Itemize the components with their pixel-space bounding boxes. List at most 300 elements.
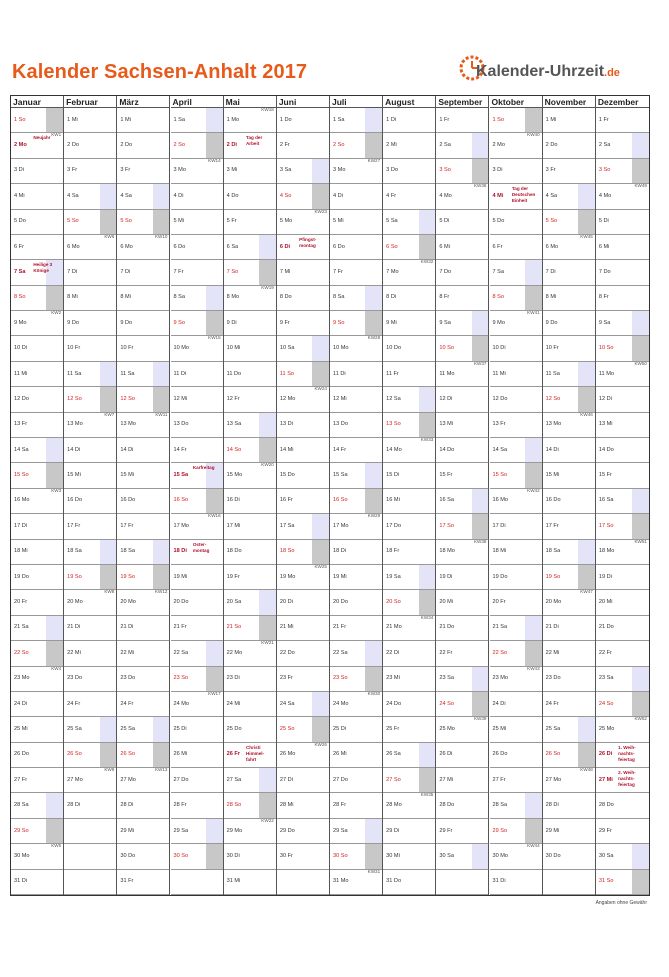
day-cell (117, 362, 169, 387)
day-cell (383, 362, 435, 387)
day-label: 17 Fr (120, 522, 134, 529)
day-cell (436, 514, 488, 539)
day-cell (490, 793, 542, 818)
day-cell (117, 616, 169, 641)
day-label: 20 Di (279, 599, 293, 606)
week-number: KW8 (104, 589, 115, 595)
day-cell (596, 387, 649, 412)
day-cell (596, 336, 649, 361)
day-label: 1 So (492, 116, 505, 123)
day-label: 18 Mo (439, 548, 455, 555)
day-label: 24 So (439, 700, 454, 707)
day-label: 28 Mo (386, 802, 402, 809)
day-label: 5 Fr (226, 218, 237, 225)
sunday-shade (259, 260, 276, 284)
day-label: 22 Fr (598, 649, 612, 656)
day-label: 23 Mi (386, 675, 400, 682)
day-label: 21 Sa (492, 624, 508, 631)
day-cell (11, 362, 63, 387)
day-label: 17 Fr (545, 522, 559, 529)
day-label: 10 Fr (67, 345, 81, 352)
week-number: KW11 (155, 411, 168, 417)
day-label: 31 Fr (120, 878, 134, 885)
day-label: 19 Di (439, 573, 453, 580)
day-label: 18 Sa (67, 548, 82, 555)
day-cell (330, 667, 382, 692)
sunday-shade (472, 514, 489, 538)
day-label: 22 Di (386, 649, 400, 656)
day-cell (64, 616, 116, 641)
day-cell (11, 641, 63, 666)
day-cell (436, 108, 488, 133)
day-cell (171, 565, 223, 590)
day-cell (383, 489, 435, 514)
day-label: 20 Sa (226, 599, 242, 606)
day-label: 25 Mi (14, 725, 28, 732)
day-label: 7 Sa (14, 269, 26, 275)
day-label: 12 Mi (333, 395, 347, 402)
day-label: 26 Fr (226, 751, 241, 758)
day-cell (171, 717, 223, 742)
day-label: 23 Sa (598, 675, 614, 682)
sunday-shade (419, 413, 436, 437)
day-cell (224, 286, 276, 311)
day-label: 28 Sa (492, 802, 508, 809)
day-cell (277, 793, 329, 818)
week-number: KW14 (208, 157, 221, 163)
day-cell (596, 210, 649, 235)
day-label: 28 Do (439, 802, 455, 809)
day-label: 20 Mo (67, 599, 83, 606)
week-number: KW35 (420, 792, 434, 798)
day-label: 9 Do (545, 319, 558, 326)
saturday-shade (472, 667, 489, 691)
day-cell (64, 540, 116, 565)
month-header: Februar (64, 96, 116, 108)
day-cell (117, 590, 169, 615)
day-label: 6 Mo (120, 243, 133, 250)
day-label: 30 So (173, 852, 189, 859)
day-label: 19 So (545, 573, 561, 580)
day-cell (490, 210, 542, 235)
day-label: 25 Fr (386, 725, 400, 732)
day-cell (543, 844, 595, 869)
month-column-3 (171, 96, 224, 895)
day-cell (596, 463, 649, 488)
day-cell (64, 235, 116, 260)
day-cell (596, 489, 649, 514)
day-cell (277, 286, 329, 311)
holiday-name: Tag der Deutschen Einheit (511, 186, 536, 204)
day-cell (117, 108, 169, 133)
day-cell (543, 387, 595, 412)
day-cell (490, 159, 542, 184)
day-cell (277, 717, 329, 742)
day-cell (596, 184, 649, 209)
week-number: KW12 (154, 589, 168, 595)
day-label: 3 Di (492, 167, 503, 174)
day-label: 21 Di (120, 624, 134, 631)
saturday-shade (525, 260, 542, 284)
sunday-shade (206, 667, 223, 691)
sunday-shade (365, 311, 382, 335)
day-label: 23 Sa (439, 675, 454, 682)
week-number: KW52 (634, 716, 647, 722)
day-cell (330, 819, 382, 844)
saturday-shade (46, 438, 63, 462)
day-cell (277, 260, 329, 285)
week-number: KW51 (634, 538, 647, 544)
day-label: 1 Fr (598, 116, 609, 123)
day-cell (330, 362, 382, 387)
day-cell (543, 489, 595, 514)
day-cell (224, 438, 276, 463)
day-label: 16 Fr (279, 497, 293, 504)
day-cell (490, 667, 542, 692)
day-label: 12 Do (492, 395, 508, 402)
day-cell (330, 413, 382, 438)
day-label: 7 Do (439, 269, 452, 275)
day-label: 27 Fr (492, 776, 506, 783)
day-cell (596, 438, 649, 463)
day-cell (596, 616, 649, 641)
day-cell (117, 413, 169, 438)
day-label: 23 Do (67, 675, 83, 682)
day-cell (277, 336, 329, 361)
site-logo[interactable] (458, 50, 648, 86)
day-label: 8 Fr (439, 294, 450, 301)
day-cell (277, 387, 329, 412)
day-cell (64, 387, 116, 412)
sunday-shade (46, 641, 63, 665)
day-label: 9 Sa (598, 319, 611, 326)
day-cell (224, 210, 276, 235)
day-label: 4 Sa (67, 192, 79, 199)
day-cell (543, 413, 595, 438)
day-cell (543, 540, 595, 565)
day-cell (11, 108, 63, 133)
day-label: 16 Mo (492, 497, 509, 504)
day-cell (277, 184, 329, 209)
day-cell (436, 133, 488, 158)
day-label: 24 So (598, 700, 614, 707)
day-cell (171, 210, 223, 235)
saturday-shade (578, 362, 595, 386)
day-cell (64, 311, 116, 336)
day-cell (64, 133, 116, 158)
day-label: 13 Mo (120, 421, 136, 428)
day-label: 29 Fr (598, 827, 612, 834)
week-number: KW5 (51, 843, 62, 849)
day-label: 6 Sa (226, 243, 239, 250)
day-cell (596, 590, 649, 615)
saturday-shade (632, 667, 649, 691)
empty-cell (64, 844, 116, 869)
empty-cell (277, 870, 329, 895)
day-label: 23 Mo (14, 675, 30, 682)
day-cell (596, 768, 649, 793)
day-label: 14 Di (120, 446, 134, 453)
day-cell (11, 819, 63, 844)
saturday-shade (365, 463, 382, 487)
day-label: 25 Di (173, 725, 187, 732)
day-cell (383, 387, 435, 412)
week-number: KW49 (634, 183, 647, 189)
day-cell (383, 438, 435, 463)
day-cell (596, 870, 649, 895)
day-label: 29 So (14, 827, 29, 834)
day-label: 6 So (386, 243, 398, 250)
day-cell (11, 311, 63, 336)
day-cell (543, 336, 595, 361)
day-label: 5 So (545, 218, 558, 225)
day-label: 22 Mi (67, 649, 81, 656)
saturday-shade (472, 489, 489, 513)
week-number: KW4 (51, 665, 62, 671)
day-label: 26 Sa (386, 751, 401, 758)
day-label: 11 Di (333, 370, 346, 377)
day-cell (543, 159, 595, 184)
day-label: 12 Do (14, 395, 29, 402)
day-cell (277, 692, 329, 717)
day-cell (490, 540, 542, 565)
day-label: 14 Di (67, 446, 81, 453)
day-label: 6 Do (173, 243, 186, 250)
day-label: 17 Sa (279, 522, 295, 529)
day-cell (490, 514, 542, 539)
day-label: 1 Mo (226, 116, 240, 123)
sunday-shade (206, 311, 223, 335)
day-cell (383, 768, 435, 793)
day-label: 12 Mi (173, 395, 188, 402)
day-cell (11, 870, 63, 895)
day-cell (383, 819, 435, 844)
day-label: 10 Fr (120, 345, 134, 352)
day-cell (490, 743, 542, 768)
sunday-shade (312, 362, 329, 386)
day-cell (64, 336, 116, 361)
day-label: 30 Do (545, 852, 561, 859)
week-number: KW50 (634, 360, 647, 366)
day-label: 14 Sa (14, 446, 29, 453)
saturday-shade (472, 311, 489, 335)
month-column-8 (436, 96, 489, 895)
day-cell (383, 743, 435, 768)
day-cell (171, 108, 223, 133)
week-number: KW34 (420, 614, 434, 620)
day-label: 13 So (386, 421, 401, 428)
day-label: 13 Fr (492, 421, 506, 428)
day-cell (117, 235, 169, 260)
saturday-shade (632, 844, 649, 868)
day-cell (383, 336, 435, 361)
day-label: 6 Mo (545, 243, 559, 250)
day-label: 4 Do (226, 192, 239, 199)
day-cell (11, 743, 63, 768)
sunday-shade (206, 133, 223, 157)
day-cell (277, 235, 329, 260)
week-number: KW25 (314, 563, 327, 569)
saturday-shade (153, 540, 170, 564)
saturday-shade (632, 489, 649, 513)
day-label: 30 Mi (386, 852, 400, 859)
month-header: Juni (277, 96, 329, 108)
day-cell (117, 743, 169, 768)
sunday-shade (632, 336, 649, 360)
day-label: 24 Do (386, 700, 402, 707)
day-cell (224, 768, 276, 793)
day-cell (436, 717, 488, 742)
day-label: 14 Di (545, 446, 559, 453)
week-number: KW3 (51, 487, 62, 493)
sunday-shade (525, 286, 542, 310)
day-cell (383, 844, 435, 869)
sunday-shade (525, 641, 542, 665)
day-label: 10 So (598, 345, 614, 352)
day-cell (436, 387, 488, 412)
month-column-9 (490, 96, 543, 895)
day-label: 20 Do (173, 599, 189, 606)
day-label: 20 Mo (545, 599, 562, 606)
holiday-name: Heilige 3 Könige (33, 262, 53, 274)
sunday-shade (206, 489, 223, 513)
saturday-shade (312, 514, 329, 538)
day-label: 28 Di (67, 802, 81, 809)
day-label: 12 Di (598, 395, 612, 402)
day-cell (330, 514, 382, 539)
day-label: 5 Di (439, 218, 450, 225)
day-label: 15 Fr (598, 472, 612, 479)
month-header: Oktober (490, 96, 542, 108)
day-cell (11, 210, 63, 235)
week-number: KW9 (104, 767, 115, 773)
day-cell (596, 844, 649, 869)
saturday-shade (259, 235, 276, 259)
day-cell (224, 616, 276, 641)
day-cell (330, 108, 382, 133)
day-label: 27 Mi (598, 776, 613, 783)
saturday-shade (525, 616, 542, 640)
day-cell (330, 793, 382, 818)
saturday-shade (365, 108, 382, 132)
day-cell (490, 133, 542, 158)
day-label: 5 Do (492, 218, 505, 225)
week-number: KW15 (208, 335, 221, 341)
day-cell (117, 489, 169, 514)
day-label: 30 Mo (14, 852, 30, 859)
day-cell (436, 590, 488, 615)
day-cell (64, 565, 116, 590)
day-label: 4 Sa (120, 192, 132, 199)
day-label: 25 Sa (120, 725, 135, 732)
day-cell (436, 260, 488, 285)
day-label: 13 Mo (545, 421, 562, 428)
holiday-name: Christi Himmel-fahrt (245, 744, 265, 762)
sunday-shade (46, 108, 63, 132)
day-cell (436, 362, 488, 387)
day-cell (224, 463, 276, 488)
day-label: 3 So (598, 167, 611, 174)
day-cell (330, 336, 382, 361)
day-label: 10 Mo (173, 345, 190, 352)
holiday-name: Oster-montag (192, 541, 210, 553)
week-number: KW21 (261, 640, 274, 646)
empty-cell (64, 819, 116, 844)
day-label: 11 Sa (545, 370, 560, 377)
day-cell (277, 616, 329, 641)
week-number: KW45 (580, 233, 593, 239)
day-label: 31 Do (386, 878, 402, 885)
day-cell (436, 768, 488, 793)
day-cell (330, 463, 382, 488)
day-cell (171, 286, 223, 311)
saturday-shade (365, 819, 382, 843)
day-label: 11 Fr (386, 370, 399, 377)
day-label: 3 Sa (279, 167, 292, 174)
day-label: 16 Mo (14, 497, 30, 504)
day-cell (64, 159, 116, 184)
day-cell (543, 590, 595, 615)
day-cell (64, 286, 116, 311)
day-cell (11, 387, 63, 412)
week-number: KW41 (527, 310, 540, 316)
day-cell (490, 286, 542, 311)
day-label: 15 Mi (545, 472, 560, 479)
sunday-shade (259, 438, 276, 462)
holiday-name: 1. Weih-nachts-feiertag (618, 744, 636, 762)
day-cell (330, 870, 382, 895)
holiday-name: Neujahr (33, 135, 51, 141)
day-label: 31 Di (14, 878, 28, 885)
saturday-shade (259, 590, 276, 614)
day-label: 16 Do (120, 497, 136, 504)
day-cell (436, 793, 488, 818)
saturday-shade (419, 387, 436, 411)
day-label: 23 Do (120, 675, 136, 682)
day-cell (277, 743, 329, 768)
day-label: 30 Do (120, 852, 136, 859)
day-label: 7 Fr (333, 269, 343, 275)
saturday-shade (365, 641, 382, 665)
day-cell (543, 438, 595, 463)
day-label: 8 So (492, 294, 505, 301)
day-cell (543, 768, 595, 793)
day-cell (277, 311, 329, 336)
day-label: 7 Di (545, 269, 556, 275)
day-label: 24 Mo (333, 700, 349, 707)
day-cell (277, 489, 329, 514)
month-header: März (117, 96, 169, 108)
day-label: 1 Sa (333, 116, 345, 123)
day-cell (383, 793, 435, 818)
day-cell (171, 514, 223, 539)
saturday-shade (46, 793, 63, 817)
sunday-shade (365, 844, 382, 868)
saturday-shade (472, 133, 489, 157)
day-cell (224, 590, 276, 615)
day-label: 30 Sa (439, 852, 454, 859)
sunday-shade (100, 565, 117, 589)
day-label: 2 Di (226, 142, 237, 149)
day-cell (490, 438, 542, 463)
day-label: 4 Di (333, 192, 343, 199)
day-cell (330, 260, 382, 285)
day-cell (11, 717, 63, 742)
day-cell (117, 387, 169, 412)
day-cell (117, 768, 169, 793)
day-cell (436, 311, 488, 336)
day-cell (11, 235, 63, 260)
